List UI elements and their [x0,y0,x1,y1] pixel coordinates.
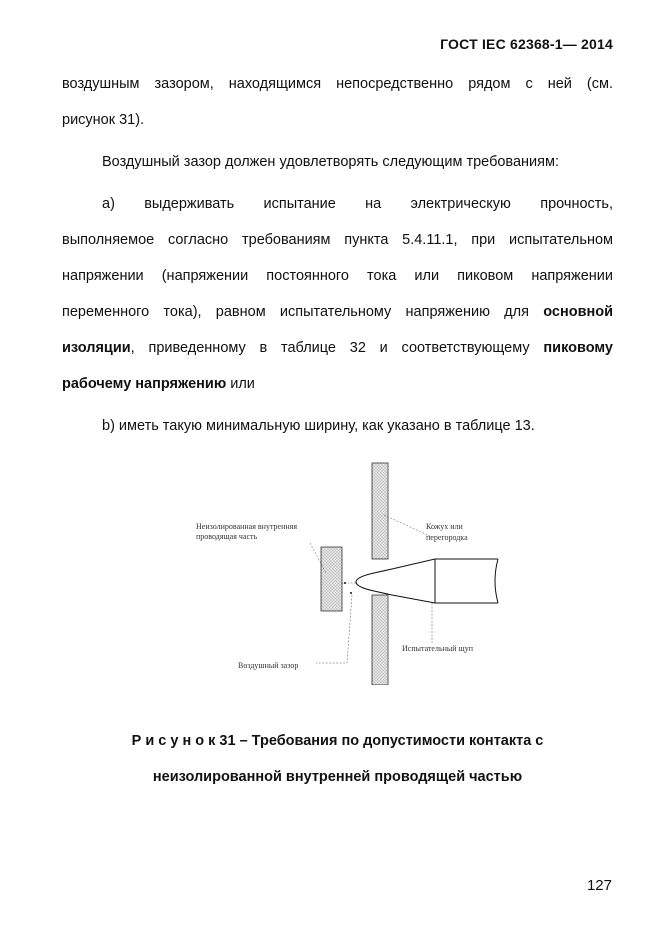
label-air-gap: Воздушный зазор [238,661,299,670]
figure-31-diagram [180,455,510,685]
figure-caption-line-2: неизолированной внутренней проводящей частью [152,769,523,785]
label-conductive-part-line2: проводящая часть [196,532,258,541]
paragraph-3-line-2: выполняемое согласно требованиям пункта 5.4.11.1, при испытательном [62,232,613,248]
enclosure-wall-lower [372,595,388,685]
page-number: 127 [586,877,612,894]
paragraph-3-line-6: рабочему напряжению или [62,376,255,392]
label-enclosure-line1: Кожух или [426,522,463,531]
bold-term-insulation: изоляции [62,340,131,356]
figure-caption-line-1: Р и с у н о к 31 – Требования по допустимости контакта с [131,733,544,749]
bold-term-working-voltage: рабочему напряжению [62,376,227,392]
label-enclosure-line2: перегородка [426,533,468,542]
conductive-part [321,547,342,611]
paragraph-1-line-2: рисунок 31). [62,112,145,128]
paragraph-3-line-1: a) выдерживать испытание на электрическую прочность, [102,196,613,212]
bold-term-basic: основной [543,304,614,320]
leader-enclosure [384,515,432,537]
document-header: ГОСТ IEC 62368-1— 2014 [440,36,613,52]
paragraph-4: b) иметь такую минимальную ширину, как указано в таблице 13. [102,418,535,434]
paragraph-1-line-1: воздушным зазором, находящимся непосредственно рядом с ней (см. [62,76,613,92]
paragraph-3-line-3: напряжении (напряжении постоянного тока или пиковом напряжении [62,268,613,284]
paragraph-2: Воздушный зазор должен удовлетворять следующим требованиям: [102,154,559,170]
paragraph-3-line-5: изоляции, приведенному в таблице 32 и соответствующему пиковому [62,340,613,356]
enclosure-wall-upper [372,463,388,559]
label-conductive-part-line1: Неизолированная внутренняя [196,522,298,531]
paragraph-3-line-4: переменного тока), равном испытательному напряжению для основной [62,304,614,320]
bold-term-peak: пиковому [543,340,613,356]
label-test-probe: Испытательный щуп [402,644,473,653]
